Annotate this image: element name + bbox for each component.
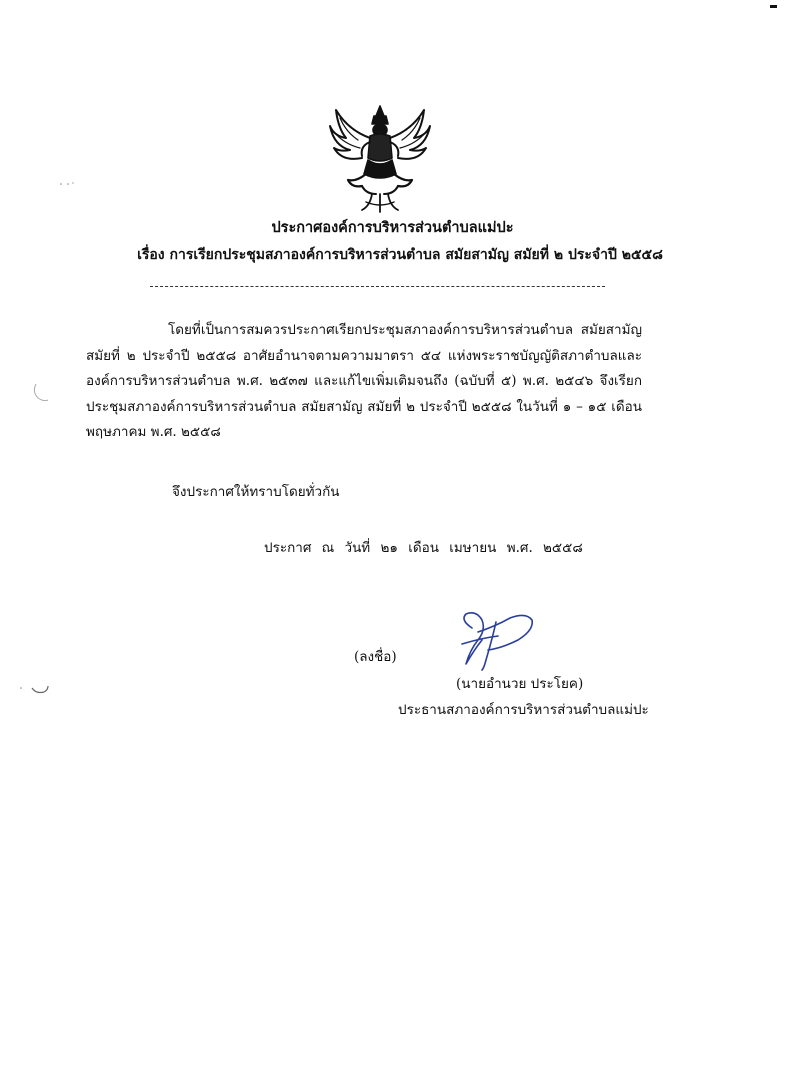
signer-position: ประธานสภาองค์การบริหารส่วนตำบลแม่ปะ	[398, 702, 649, 718]
punch-hole-mark	[18, 682, 52, 698]
signer-name: (นายอำนวย ประโยค)	[456, 676, 584, 692]
dashed-divider	[150, 286, 605, 287]
announcement-date: ประกาศ ณ วันที่ ๒๑ เดือน เมษายน พ.ศ. ๒๕๕๘	[264, 540, 583, 556]
garuda-emblem-icon	[326, 102, 434, 214]
signed-label: (ลงชื่อ)	[354, 649, 397, 665]
handwritten-signature	[452, 610, 538, 672]
announcement-body: โดยที่เป็นการสมควรประกาศเรียกประชุมสภาองค์การบริหารส่วนตำบล สมัยสามัญ สมัยที่ ๒ ประจำปี ๒๕๕๘ อาศัยอำนาจตามความมาตรา ๕๔ แห่งพระราชบัญญัติสภาตำบลและองค์การบริหารส่วนตำบล พ.ศ. ๒๕๓๗ และแก้ไขเพิ่มเติมจนถึง (ฉบับที่ ๕) พ.ศ. ๒๕๔๖ จึงเรียกประชุมสภาองค์การบริหารส่วนตำบล สมัยสามัญ สมัยที่ ๒ ประจำปี ๒๕๕๘ ในวันที่ ๑ – ๑๕ เดือน พฤษภาคม พ.ศ. ๒๕๕๘	[86, 322, 642, 440]
scan-corner-mark	[770, 5, 777, 8]
announcement-title: ประกาศองค์การบริหารส่วนตำบลแม่ปะ	[271, 219, 514, 236]
announcement-subject: เรื่อง การเรียกประชุมสภาองค์การบริหารส่วนตำบล สมัยสามัญ สมัยที่ ๒ ประจำปี ๒๕๕๘	[137, 247, 663, 263]
scan-speck	[58, 180, 78, 188]
announce-closing: จึงประกาศให้ทราบโดยทั่วกัน	[172, 484, 340, 500]
punch-hole-mark	[30, 380, 54, 404]
